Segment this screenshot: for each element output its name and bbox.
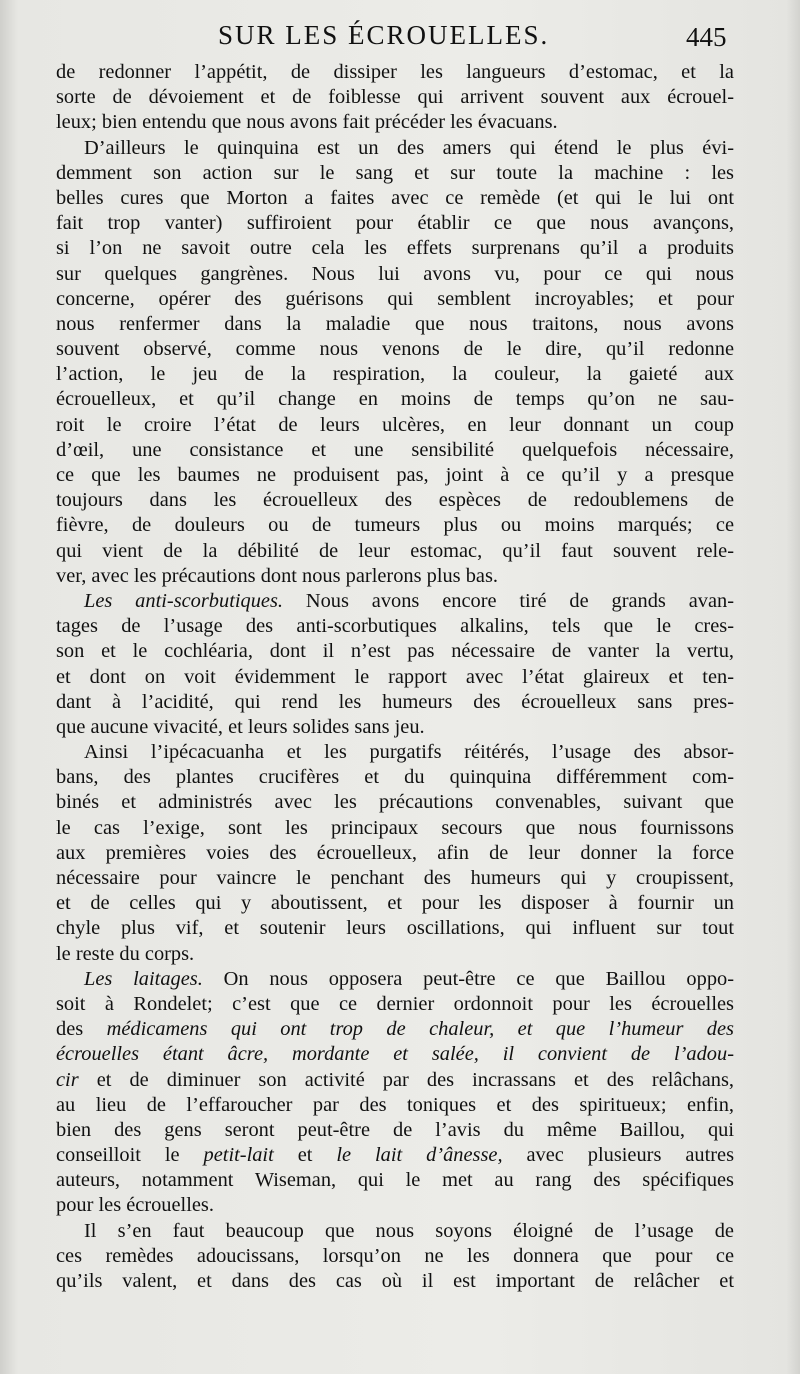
text-line: souvent observé, comme nous venons de le dire, qu’il redonne [56,338,734,361]
text-line: de redonner l’appétit, de dissiper les langueurs d’estomac, et la [56,61,734,83]
text-line: D’ailleurs le quinquina est un des amers qui étend le plus évi- [84,136,734,159]
running-title: SUR LES ÉCROUELLES. [218,20,550,50]
text-line: roit le croire l’état de leurs ulcères, en leur donnant un coup [56,413,734,436]
section-heading-anti-scorbutiques: Les anti-scorbutiques. [84,589,284,612]
text-line: et de celles qui y aboutissent, et pour les disposer à fournir un [56,892,734,915]
text-line: nous renfermer dans la maladie que nous traitons, nous avons [56,312,734,335]
text-run: conseilloit le [56,1144,204,1167]
text-run: Nous avons encore tiré de grands avan- [283,589,735,612]
text-line: soit à Rondelet; c’est que ce dernier ordonnoit pour les écrouelles [56,992,734,1015]
text-line: demment son action sur le sang et sur toute la machine : les [56,161,734,184]
body-text [56,60,734,1294]
text-line: si l’on ne savoit outre cela les effets surprenans qu’il a produits [56,237,734,260]
text-line [56,589,734,614]
italic-term: le lait d’ânesse, [336,1144,503,1167]
text-line: fait trop vanter) suffiroient pour établir ce que nous avançons, [56,212,734,235]
text-run: avec plusieurs autres [502,1144,735,1167]
text-line: son et le cochléaria, dont il n’est pas nécessaire de vanter la vertu, [56,640,734,663]
text-line: qu’ils valent, et dans des cas où il est important de relâcher et [56,1270,734,1292]
text-line: sorte de dévoiement et de foiblesse qui arrivent souvent aux écrouel- [56,86,734,109]
text-line [56,967,734,992]
italic-quote: cir [56,1068,79,1091]
text-run: et de diminuer son activité par des incrassans et des relâchans, [78,1068,734,1091]
text-line: écrouelleux, et qu’il change en moins de temps qu’on ne sau- [56,388,734,411]
text-line: Il s’en faut beaucoup que nous soyons éloigné de l’usage de [84,1219,734,1242]
text-line: l’action, le jeu de la respiration, la couleur, la gaieté aux [56,363,734,386]
page-header [0,20,800,56]
text-line: auteurs, notamment Wiseman, qui le met au rang des spécifiques [56,1169,734,1192]
text-line: qui vient de la débilité de leur estomac, qu’il faut souvent rele- [56,539,734,562]
italic-term: petit-lait [203,1144,274,1167]
text-line: et dont on voit évidemment le rapport avec l’état glaireux et ten- [56,665,734,688]
text-line: Ainsi l’ipécacuanha et les purgatifs réitérés, l’usage des absor- [84,741,734,764]
section-heading-laitages: Les laitages. [84,967,203,990]
text-line: toujours dans les écrouelleux des espèces de redoublemens de [56,489,734,512]
text-line: que aucune vivacité, et leurs solides sans jeu. [56,715,425,738]
text-line [56,1143,734,1168]
text-line: ces remèdes adoucissans, lorsqu’on ne les donnera que pour ce [56,1244,734,1267]
text-run: des [56,1018,107,1041]
text-line: concerne, opérer des guérisons qui semblent incroyables; et pour [56,287,734,310]
text-line: binés et administrés avec les précautions convenables, suivant que [56,791,734,814]
text-line: chyle plus vif, et soutenir leurs oscillations, qui influent sur tout [56,917,734,940]
text-run: On nous opposera peut-être ce que Baillou oppo- [202,967,734,990]
text-line: bans, des plantes crucifères et du quinquina différemment com- [56,766,734,789]
page-edge-shadow [786,0,800,1374]
text-line: nécessaire pour vaincre le penchant des humeurs qui y croupissent, [56,867,734,889]
text-line: bien des gens seront peut-être de l’avis du même Baillou, qui [56,1118,734,1141]
text-line [56,1042,734,1067]
page-number: 445 [686,22,727,52]
text-line: d’œil, une consistance et une sensibilité quelquefois nécessaire, [56,438,734,461]
text-line [56,1068,734,1093]
text-line: dant à l’acidité, qui rend les humeurs des écrouelleux sans pres- [56,690,734,713]
text-line: ver, avec les précautions dont nous parlerons plus bas. [56,564,498,587]
text-line: le reste du corps. [56,942,195,965]
text-line: au lieu de l’effaroucher par des toniques et des spiritueux; enfin, [56,1093,734,1116]
text-line: le cas l’exige, sont les principaux secours que nous fournissons [56,816,734,839]
text-line [56,1017,734,1042]
text-line: tages de l’usage des anti-scorbutiques alkalins, tels que le cres- [56,615,734,638]
text-line: leux; bien entendu que nous avons fait précéder les évacuans. [56,111,558,134]
text-line: belles cures que Morton a faites avec ce remède (et qui le lui ont [56,186,734,209]
text-line: aux premières voies des écrouelleux, afin de leur donner la force [56,841,734,864]
text-line: ce que les baumes ne produisent pas, joint à ce qu’il y a presque [56,464,734,486]
italic-quote: médicamens qui ont trop de chaleur, et que l’humeur des [106,1018,734,1041]
text-line: sur quelques gangrènes. Nous lui avons vu, pour ce qui nous [56,262,734,285]
text-run: et [273,1144,337,1167]
text-line: fièvre, de douleurs ou de tumeurs plus ou moins marqués; ce [56,514,734,537]
text-line: pour les écrouelles. [56,1194,214,1217]
italic-quote: écrouelles étant âcre, mordante et salée, il convient de l’adou- [56,1043,734,1066]
